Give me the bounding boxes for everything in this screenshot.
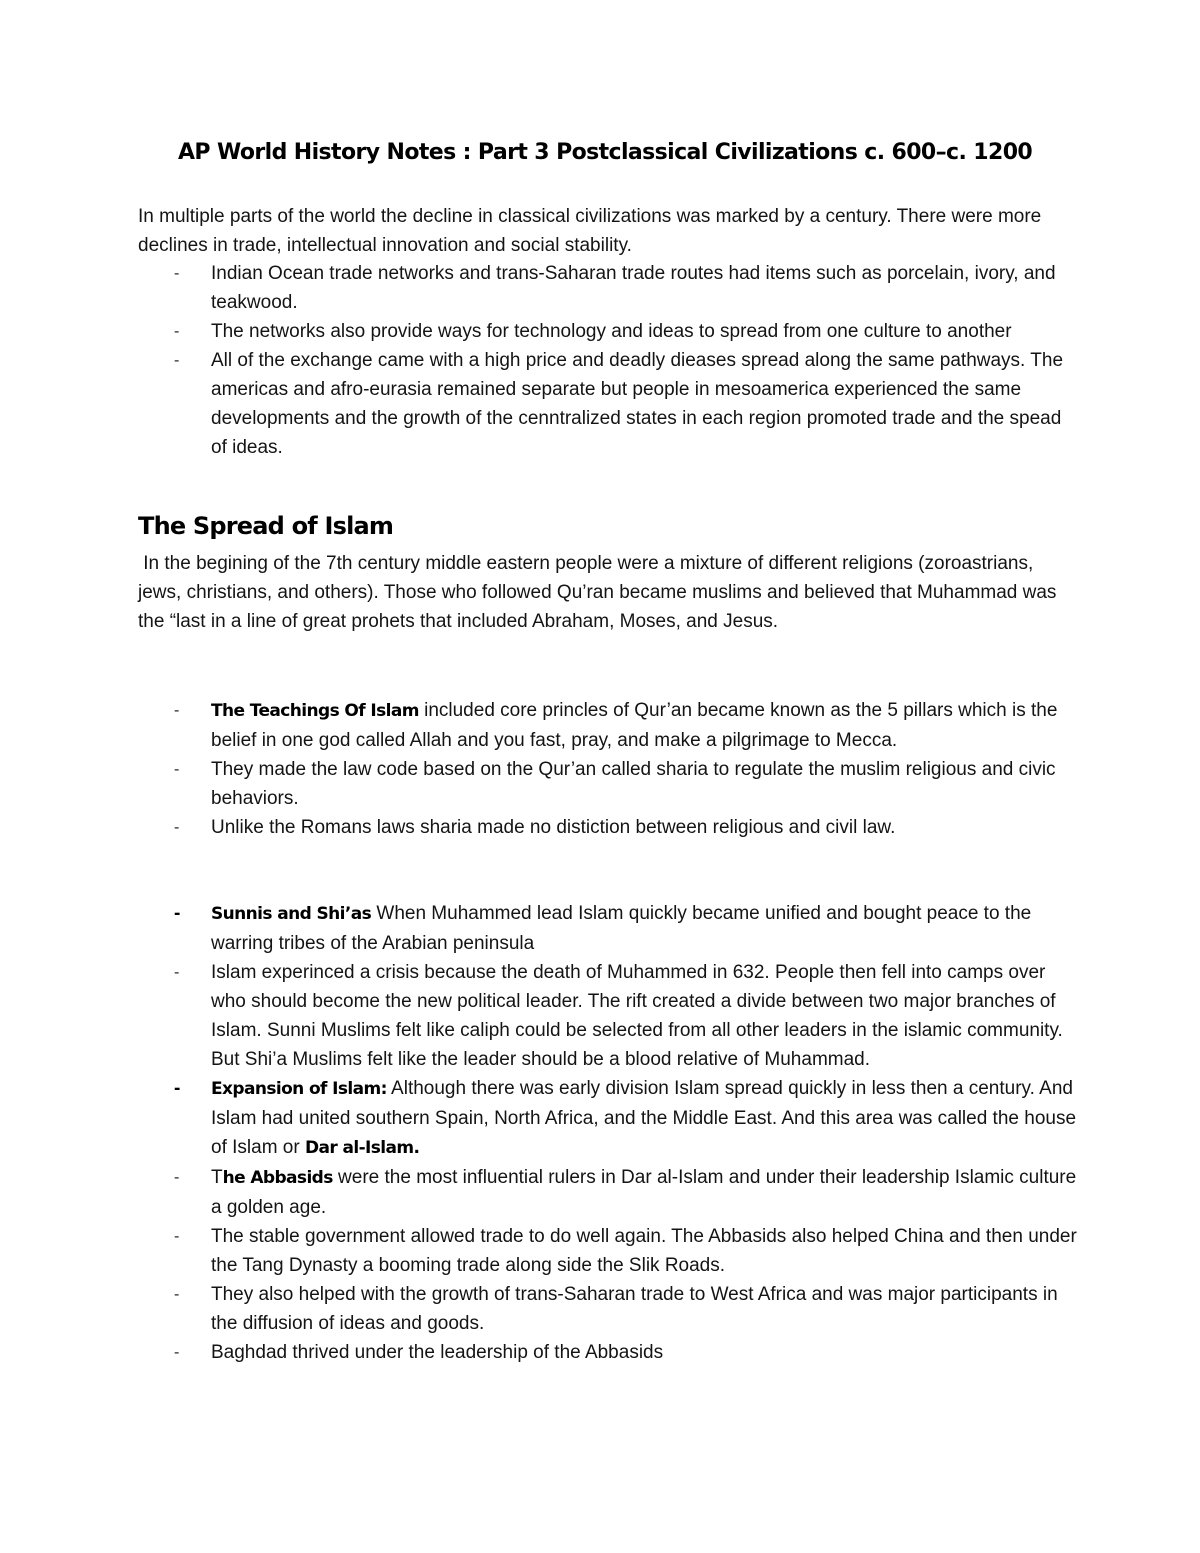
list-item bbox=[138, 1338, 1078, 1367]
list-item-text: Although there was early division Islam spread quickly in less then a century. And Islam had united southern Spain, North Africa, and the Middle East. And this area was called the house of Islam or bbox=[211, 1078, 1077, 1158]
section-heading: The Spread of Islam bbox=[138, 512, 394, 540]
list-item-text: Baghdad thrived under the leadership of the Abbasids bbox=[211, 1342, 664, 1363]
intro-bullet-list bbox=[138, 259, 1078, 462]
list-item bbox=[138, 813, 1078, 842]
list-item bbox=[138, 958, 1078, 1074]
intro-paragraph: In multiple parts of the world the decline in classical civilizations was marked by a century. There were more declines in trade, intellectual innovation and social stability. bbox=[138, 206, 1042, 256]
list-item bbox=[138, 1074, 1078, 1163]
list-item bbox=[138, 346, 1078, 462]
list-item bbox=[138, 899, 1078, 958]
bullet-marker: - bbox=[174, 964, 180, 981]
bullet-marker: - bbox=[174, 1344, 180, 1361]
islam-intro-paragraph: In the begining of the 7th century middle eastern people were a mixture of different religions (zoroastrians, jews, christians, and others). Those who followed Qu’ran became muslims and believed that Muhammad was the “last in a line of great prohets that included Abraham, Moses, and Jesus. bbox=[138, 553, 1062, 632]
list-item-text: Islam experinced a crisis because the death of Muhammed in 632. People then fell into camps over who should become the new political leader. The rift created a divide between two major branches of Islam. Sunni Muslims felt like caliph could be selected from all other leaders in the islamic community. But Shi’a Muslims felt like the leader should be a blood relative of Muhammad. bbox=[211, 962, 1063, 1070]
list-item bbox=[138, 317, 1078, 346]
list-item bbox=[138, 1280, 1078, 1338]
bullet-marker: - bbox=[174, 702, 180, 719]
list-item-text: were the most influential rulers in Dar al-Islam and under their leadership Islamic culture a golden age. bbox=[211, 1167, 1077, 1218]
bullet-marker: - bbox=[174, 761, 180, 778]
list-item-keyword: The Teachings Of Islam bbox=[211, 701, 419, 721]
list-item-text: Indian Ocean trade networks and trans-Saharan trade routes had items such as porcelain, ivory, and teakwood. bbox=[211, 263, 1056, 313]
list-item-text: They made the law code based on the Qur’an called sharia to regulate the muslim religious and civic behaviors. bbox=[211, 759, 1056, 809]
bullet-marker: - bbox=[174, 1169, 180, 1186]
bullet-marker: - bbox=[174, 903, 181, 924]
bullet-marker: - bbox=[174, 1228, 180, 1245]
sunni-shia-bullet-list bbox=[138, 899, 1078, 1367]
list-item-text: When Muhammed lead Islam quickly became unified and bought peace to the warring tribes of the Arabian peninsula bbox=[211, 903, 1032, 954]
list-item-text: The networks also provide ways for technology and ideas to spread from one culture to another bbox=[211, 321, 1012, 342]
list-item bbox=[138, 1222, 1078, 1280]
bullet-marker: - bbox=[174, 352, 180, 369]
bullet-marker: - bbox=[174, 265, 180, 282]
bullet-marker: - bbox=[174, 1286, 180, 1303]
bullet-marker: - bbox=[174, 819, 180, 836]
list-item-text: Unlike the Romans laws sharia made no distiction between religious and civil law. bbox=[211, 817, 896, 838]
list-item bbox=[138, 755, 1078, 813]
list-item bbox=[138, 1163, 1078, 1222]
list-item-keyword: Expansion of Islam: bbox=[211, 1079, 387, 1099]
list-item-text: They also helped with the growth of trans-Saharan trade to West Africa and was major participants in the diffusion of ideas and goods. bbox=[211, 1284, 1058, 1334]
bullet-marker: - bbox=[174, 1078, 181, 1099]
list-item-prefix: T bbox=[211, 1167, 223, 1188]
list-item-text: All of the exchange came with a high price and deadly dieases spread along the same pathways. The americas and afro-eurasia remained separate but people in mesoamerica experienced the same developments and the growth of the cenntralized states in each region promoted trade and the spead of ideas. bbox=[211, 350, 1064, 458]
list-item bbox=[138, 259, 1078, 317]
page-title: AP World History Notes : Part 3 Postclassical Civilizations c. 600–c. 1200 bbox=[178, 140, 1033, 165]
list-item-suffix-keyword: Dar al-Islam. bbox=[304, 1138, 420, 1158]
teachings-bullet-list bbox=[138, 696, 1078, 842]
list-item-keyword: he Abbasids bbox=[222, 1168, 333, 1188]
bullet-marker: - bbox=[174, 323, 180, 340]
list-item-text: The stable government allowed trade to do well again. The Abbasids also helped China and then under the Tang Dynasty a booming trade along side the Slik Roads. bbox=[211, 1226, 1077, 1276]
list-item-keyword: Sunnis and Shi’as bbox=[211, 904, 372, 924]
list-item-text: included core princles of Qur’an became known as the 5 pillars which is the belief in one god called Allah and you fast, pray, and make a pilgrimage to Mecca. bbox=[211, 700, 1058, 751]
list-item bbox=[138, 696, 1078, 755]
